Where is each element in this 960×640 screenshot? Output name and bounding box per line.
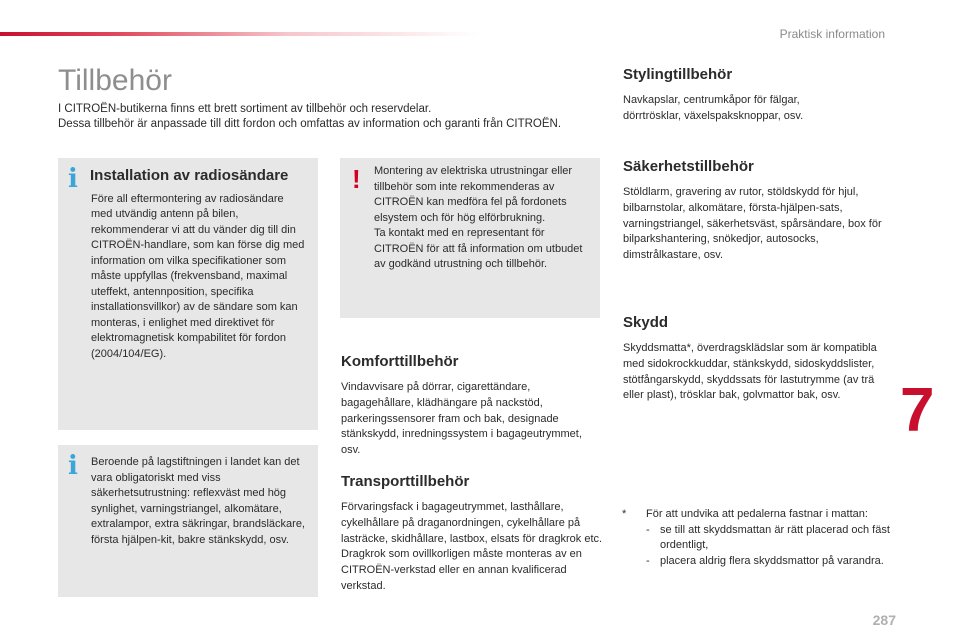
info-box-radio-heading: Installation av radiosändare bbox=[90, 167, 289, 184]
warning-icon: ! bbox=[352, 164, 361, 194]
section-styling-text: Navkapslar, centrumkåpor för fälgar, dörrtrösklar, växelspaksknoppar, osv. bbox=[623, 94, 804, 122]
section-transport-heading: Transporttillbehör bbox=[341, 473, 470, 490]
info-icon: i bbox=[68, 451, 78, 481]
section-skydd bbox=[623, 314, 888, 404]
footnote-main bbox=[622, 507, 892, 523]
header-section-title: Praktisk information bbox=[779, 27, 885, 41]
info-icon: i bbox=[68, 164, 78, 194]
section-sakerhet-text: Stöldlarm, gravering av rutor, stöldskydd för hjul, bilbarnstolar, alkomätare, första-hjälpen-sats, varningstriangel, säkerhetsväst, spårsändare, box för bilparkshantering, snökedjor, autosocks, dimstrålkastare, osv. bbox=[623, 186, 882, 262]
warning-text-1: Montering av elektriska utrustningar eller tillbehör som inte rekommenderas av CITROËN kan medföra fel på fordonets elsystem och för hög elförbrukning. bbox=[374, 165, 573, 224]
info-box-radio-content bbox=[91, 168, 312, 362]
footnote-dash: - bbox=[646, 523, 650, 536]
warning-text-2: Ta kontakt med en representant för CITROËN för att få information om utbudet av godkänd utrustning och tillbehör. bbox=[374, 227, 583, 270]
intro-line-1: I CITROËN-butikerna finns ett brett sortiment av tillbehör och reservdelar. bbox=[58, 103, 432, 115]
page-number: 287 bbox=[872, 612, 896, 628]
info-box-legal-text: Beroende på lagstiftningen i landet kan det vara obligatoriskt med viss säkerhetsutrustning: reflexväst med hög synlighet, varningstriangel, alkomätare, extralampor, extra säkringar, brandsläckare, första hjälpen-kit, bakre stänkskydd, osv. bbox=[91, 456, 305, 546]
info-box-legal-content bbox=[91, 455, 312, 548]
info-box-legal bbox=[58, 445, 318, 597]
footnote bbox=[622, 507, 892, 569]
intro-text bbox=[58, 102, 618, 132]
footnote-dash: - bbox=[646, 554, 650, 567]
footnote-item bbox=[622, 554, 892, 570]
page-title: Tillbehör bbox=[58, 64, 172, 97]
top-accent-bar bbox=[0, 32, 480, 36]
footnote-item-1: se till att skyddsmattan är rätt placerad och fäst ordentligt, bbox=[660, 523, 890, 551]
section-transport bbox=[341, 473, 603, 595]
section-skydd-text: Skyddsmatta*, överdragsklädslar som är kompatibla med sidokrockkuddar, stänkskydd, sidoskyddslister, stötfångarskydd, skyddssats för lastutrymme (av trä eller plast), trösklar bak, golvmattor bak, osv. bbox=[623, 342, 877, 402]
warning-box bbox=[340, 158, 600, 318]
section-transport-text-2: Dragkrok som ovillkorligen måste monteras av en CITROËN-verkstad eller en annan kvalificerad verkstad. bbox=[341, 548, 582, 592]
section-komfort-heading: Komforttillbehör bbox=[341, 353, 459, 370]
info-box-radio-text: Före all eftermontering av radiosändare med utvändig antenn på bilen, rekommenderar vi att du vänder dig till din CITROËN-handlare, som kan förse dig med information om vilka specifikationer som måste uppfyllas (frekvensband, maximal uteffekt, antennposition, specifika installationsvillkor) av de sändare som kan monteras, i enlighet med direktivet för elektromagnetisk kompabilitet för fordon (2004/104/EG). bbox=[91, 192, 305, 360]
info-box-radio bbox=[58, 158, 318, 430]
section-komfort-text: Vindavvisare på dörrar, cigarettändare, bagagehållare, klädhängare på nackstöd, parkeringssensorer fram och bak, designade stänkskydd, inredningssystem i bagageutrymmet, osv. bbox=[341, 381, 582, 457]
chapter-number: 7 bbox=[900, 376, 935, 445]
section-transport-text-1: Förvaringsfack i bagageutrymmet, lasthållare, cykelhållare på draganordningen, cykelhållare på lasträcke, skidhållare, lastbox, elsats för dragkrok etc. bbox=[341, 501, 603, 545]
section-sakerhet-heading: Säkerhetstillbehör bbox=[623, 158, 754, 175]
section-styling bbox=[623, 66, 848, 125]
section-komfort bbox=[341, 353, 601, 459]
intro-line-2: Dessa tillbehör är anpassade till ditt fordon och omfattas av information och garanti från CITROËN. bbox=[58, 118, 562, 130]
footnote-text: För att undvika att pedalerna fastnar i mattan: bbox=[646, 508, 868, 520]
footnote-mark: * bbox=[622, 508, 627, 520]
footnote-item-2: placera aldrig flera skyddsmattor på varandra. bbox=[660, 554, 884, 567]
section-styling-heading: Stylingtillbehör bbox=[623, 66, 733, 83]
section-sakerhet bbox=[623, 158, 885, 264]
footnote-item bbox=[622, 523, 892, 554]
warning-box-content bbox=[374, 164, 594, 273]
section-skydd-heading: Skydd bbox=[623, 314, 669, 331]
